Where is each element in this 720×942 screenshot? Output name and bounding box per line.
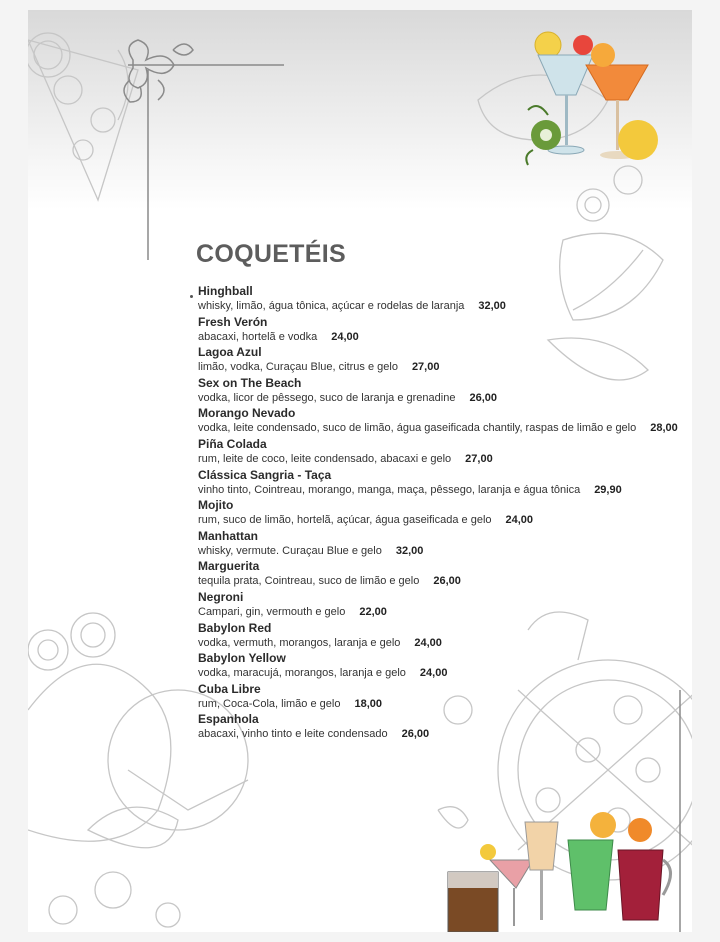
menu-item (198, 345, 678, 376)
ornament-flourish (124, 40, 284, 260)
menu-item-name: Manhattan (198, 528, 258, 543)
menu-item-name: Sex on The Beach (198, 375, 302, 390)
menu-item-price: 24,00 (419, 667, 448, 680)
menu-item-ingredients: vodka, maracujá, morangos, laranja e gelo (198, 667, 406, 680)
pizza-slice-sketch (28, 40, 138, 200)
cocktail-illustration-bottom (448, 812, 671, 932)
menu-item-name: Babylon Yellow (198, 651, 286, 666)
menu-item-price: 32,00 (478, 300, 506, 312)
eggplant-sketch (28, 664, 171, 841)
cocktail-menu-list (198, 284, 678, 743)
menu-item-description (198, 330, 678, 345)
menu-item-description (198, 421, 678, 436)
menu-item-name: Piña Colada (198, 436, 267, 451)
menu-item-price: 24,00 (505, 514, 534, 527)
menu-item-description (198, 452, 678, 467)
menu-item-description (198, 360, 678, 375)
menu-item-description (198, 299, 678, 314)
menu-item-ingredients: Campari, gin, vermouth e gelo (198, 605, 346, 618)
menu-item-ingredients: vodka, licor de pêssego, suco de laranja e grenadine (198, 391, 456, 404)
menu-item-ingredients: vinho tinto, Cointreau, morango, manga, maça, pêssego, laranja e água tônica (198, 483, 581, 496)
menu-item-ingredients: whisky, vermute. Curaçau Blue e gelo (198, 544, 382, 557)
menu-item-ingredients: abacaxi, hortelã e vodka (198, 330, 318, 343)
menu-item (198, 498, 678, 529)
menu-item-ingredients: abacaxi, vinho tinto e leite condensado (198, 728, 388, 741)
menu-item (198, 529, 678, 560)
menu-item-description (198, 483, 678, 498)
menu-item-ingredients: rum, Coca-Cola, limão e gelo (198, 697, 341, 710)
menu-item-price: 28,00 (650, 422, 678, 435)
menu-item-price: 26,00 (469, 391, 497, 404)
menu-item-price: 27,00 (411, 361, 440, 374)
menu-item-name: Clássica Sangria - Taça (198, 467, 332, 482)
menu-item-ingredients: tequila prata, Cointreau, suco de limão e gelo (198, 575, 420, 588)
menu-item-price: 29,90 (594, 483, 622, 496)
menu-item-ingredients: rum, leite de coco, leite condensado, abacaxi e gelo (198, 452, 452, 465)
menu-item (198, 621, 678, 652)
bullet-dot (190, 295, 193, 298)
menu-item-price: 22,00 (359, 605, 387, 618)
menu-item (198, 284, 678, 315)
menu-item (198, 712, 678, 743)
menu-item-description (198, 574, 678, 589)
menu-item-price: 26,00 (433, 575, 461, 588)
menu-page (28, 10, 692, 932)
menu-item-price: 26,00 (401, 728, 430, 741)
menu-item-name: Negroni (198, 589, 244, 604)
menu-item-name: Cuba Libre (198, 681, 261, 696)
menu-item-description (198, 513, 678, 528)
menu-item-description (198, 666, 678, 681)
menu-item (198, 437, 678, 468)
menu-item-price: 24,00 (331, 330, 359, 343)
menu-item (198, 682, 678, 713)
menu-item-description (198, 636, 678, 651)
menu-item (198, 468, 678, 499)
menu-item-name: Espanhola (198, 712, 259, 727)
menu-item-ingredients: vodka, vermuth, morangos, laranja e gelo (198, 636, 401, 649)
menu-item-name: Fresh Verón (198, 314, 268, 329)
menu-item-description (198, 544, 678, 559)
menu-item (198, 590, 678, 621)
menu-item-price: 18,00 (354, 697, 382, 710)
menu-item-name: Hinghball (198, 284, 253, 298)
menu-item (198, 376, 678, 407)
section-title: COQUETÉIS (196, 240, 346, 268)
menu-item-price: 27,00 (465, 452, 493, 465)
menu-item-ingredients: rum, suco de limão, hortelã, açúcar, água gaseificada e gelo (198, 514, 492, 527)
menu-item-ingredients: vodka, leite condensado, suco de limão, água gaseificada chantily, raspas de limão e gelo (198, 422, 637, 435)
menu-item-ingredients: limão, vodka, Curaçau Blue, citrus e gelo (198, 361, 398, 374)
menu-item (198, 559, 678, 590)
menu-item-description (198, 697, 678, 712)
menu-item-price: 32,00 (395, 544, 424, 557)
menu-item-description (198, 727, 678, 742)
menu-item-description (198, 391, 678, 406)
menu-item (198, 651, 678, 682)
menu-item-name: Babylon Red (198, 620, 272, 635)
menu-item-price: 24,00 (414, 636, 442, 649)
menu-item (198, 315, 678, 346)
menu-item-name: Lagoa Azul (198, 345, 262, 360)
menu-item-name: Marguerita (198, 559, 260, 574)
menu-item-name: Mojito (198, 498, 234, 513)
cocktail-illustration-top (526, 32, 658, 165)
menu-item-name: Morango Nevado (198, 406, 296, 421)
menu-item (198, 406, 678, 437)
menu-item-ingredients: whisky, limão, água tônica, açúcar e rodelas de laranja (198, 300, 465, 312)
menu-item-description (198, 605, 678, 620)
